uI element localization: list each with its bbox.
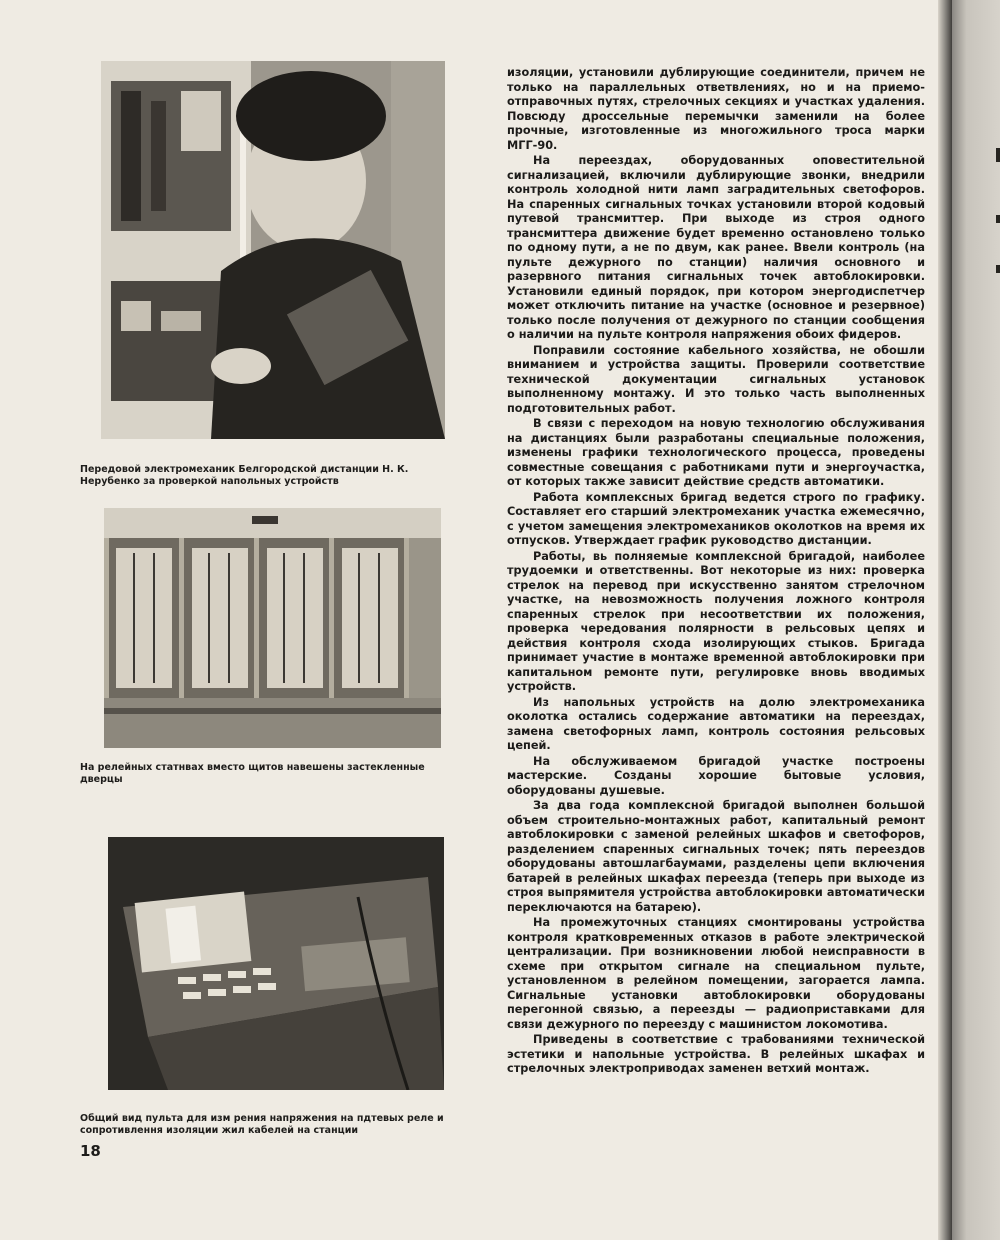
photo-console-caption: Общий вид пульта для изм рения напряжения на пдтевых реле и сопротивлення изоляции жил кабелей на станции bbox=[80, 1113, 444, 1136]
adjacent-page-mark bbox=[996, 265, 1000, 273]
article-paragraph: За два года комплексной бригадой выполнен большой объем строительно-монтажных работ, капитальный ремонт автоблокировки с заменой релейных шкафов и светофоров, разделением спаренных сигнальных точек; пять переездов оборудованы автошлагбаумами, разделены цепи включения батарей в релейных шкафах переезда (теперь при выходе из строя выпрямителя устройства автоблокировки автоматически переключаются на батарею). bbox=[507, 799, 925, 914]
adjacent-page-mark bbox=[996, 148, 1000, 162]
article-paragraph: изоляции, установили дублирующие соединители, причем не только на параллельных ответвлениях, но и на приемо-отправочных путях, стрелочных секциях и участках удаления. Повсюду дроссельные перемычки заменили на более прочные, изготовленные из многожильного троса марки МГГ-90. bbox=[507, 66, 925, 152]
adjacent-page-edge bbox=[952, 0, 1000, 1240]
photo-relay-racks bbox=[104, 508, 441, 748]
photo-console bbox=[108, 837, 444, 1090]
article-paragraph: В связи с переходом на новую технологию обслуживания на дистанциях были разработаны специальные положения, изменены графики технологического процесса, проведены совместные совещания с работниками пути и энергоучастка, от которых также зависит действие средств автоматики. bbox=[507, 417, 925, 488]
article-paragraph: Из напольных устройств на долю электромеханика околотка остались содержание автоматики на переездах, замена светофорных ламп, контроль состояния рельсовых цепей. bbox=[507, 695, 925, 752]
page-number: 18 bbox=[80, 1142, 101, 1160]
adjacent-page-mark bbox=[996, 215, 1000, 223]
binding-gutter bbox=[938, 0, 952, 1240]
photo-relay-racks-caption: На релейных статнвах вместо щитов навешены застекленные дверцы bbox=[80, 762, 425, 785]
photo-relay-racks-image bbox=[104, 508, 441, 748]
article-paragraph: Приведены в соответствие с трабованиями технической эстетики и напольные устройства. В релейных шкафах и стрелочных электроприводах заменен ветхий монтаж. bbox=[507, 1033, 925, 1075]
article-paragraph: Работы, вь полняемые комплексной бригадой, наиболее трудоемки и ответственны. Вот некоторые из них: проверка стрелок на перевод при искусственно занятом стрелочном участке, на невозможность получения ложного контроля спаренных стрелок при несоответствии их положения, проверка чередования полярности в рельсовых цепях и действия контроля схода изолирующих стыков. Бригада принимает участие в монтаже временной автоблокировки при капитальном ремонте пути, регулировке вновь вводимых устройств. bbox=[507, 549, 925, 693]
article-paragraph: Работа комплексных бригад ведется строго по графику. Составляет его старший электромеханик участка ежемесячно, с учетом замещения электромехаников околотков на время их отпусков. Утверждает график руководство дистанции. bbox=[507, 490, 925, 547]
article-paragraph: На промежуточных станциях смонтированы устройства контроля кратковременных отказов в работе электрической централизации. При возникновении любой неисправности в схеме при открытом сигнале на специальном пульте, установленном в релейном помещении, загорается лампа. Сигнальные установки автоблокировки оборудованы перегонной связью, а переезды — радиоприставками для связи дежурного по переезду с машинистом локомотива. bbox=[507, 916, 925, 1031]
photo-console-image bbox=[108, 837, 444, 1090]
article-paragraph: На обслуживаемом бригадой участке построены мастерские. Созданы хорошие бытовые условия, оборудованы душевые. bbox=[507, 754, 925, 797]
article-paragraph: На переездах, оборудованных оповестительной сигнализацией, включили дублирующие звонки, внедрили контроль холодной нити ламп заградительных светофоров. На спаренных сигнальных точках установили второй кодовый путевой трансмиттер. При выходе из строя одного трансмиттера движение будет временно остановлено только по одному пути, а не по двум, как ранее. Ввели контроль (на пульте дежурного по станции) наличия основного и разервного питания сигнальных точек автоблокировки. Установили единый порядок, при котором энергодиспетчер может отключить питание на участке (основное и резервное) только после получения от дежурного по станции сообщения о наличии на пульте контроля напряжения обоих фидеров. bbox=[507, 154, 925, 341]
photo-electromechanic-caption: Передовой электромеханик Белгородской дистанции Н. К. Нерубенко за проверкой напольных устройств bbox=[80, 464, 409, 487]
photo-electromechanic bbox=[101, 61, 445, 439]
photo-electromechanic-image bbox=[101, 61, 445, 439]
article-paragraph: Поправили состояние кабельного хозяйства, не обошли вниманием и устройства защиты. Проверили соответствие технической документации сигнальных установок выполненному монтажу. И это только часть выполненных подготовительных работ. bbox=[507, 343, 925, 415]
article-text bbox=[507, 66, 925, 1078]
